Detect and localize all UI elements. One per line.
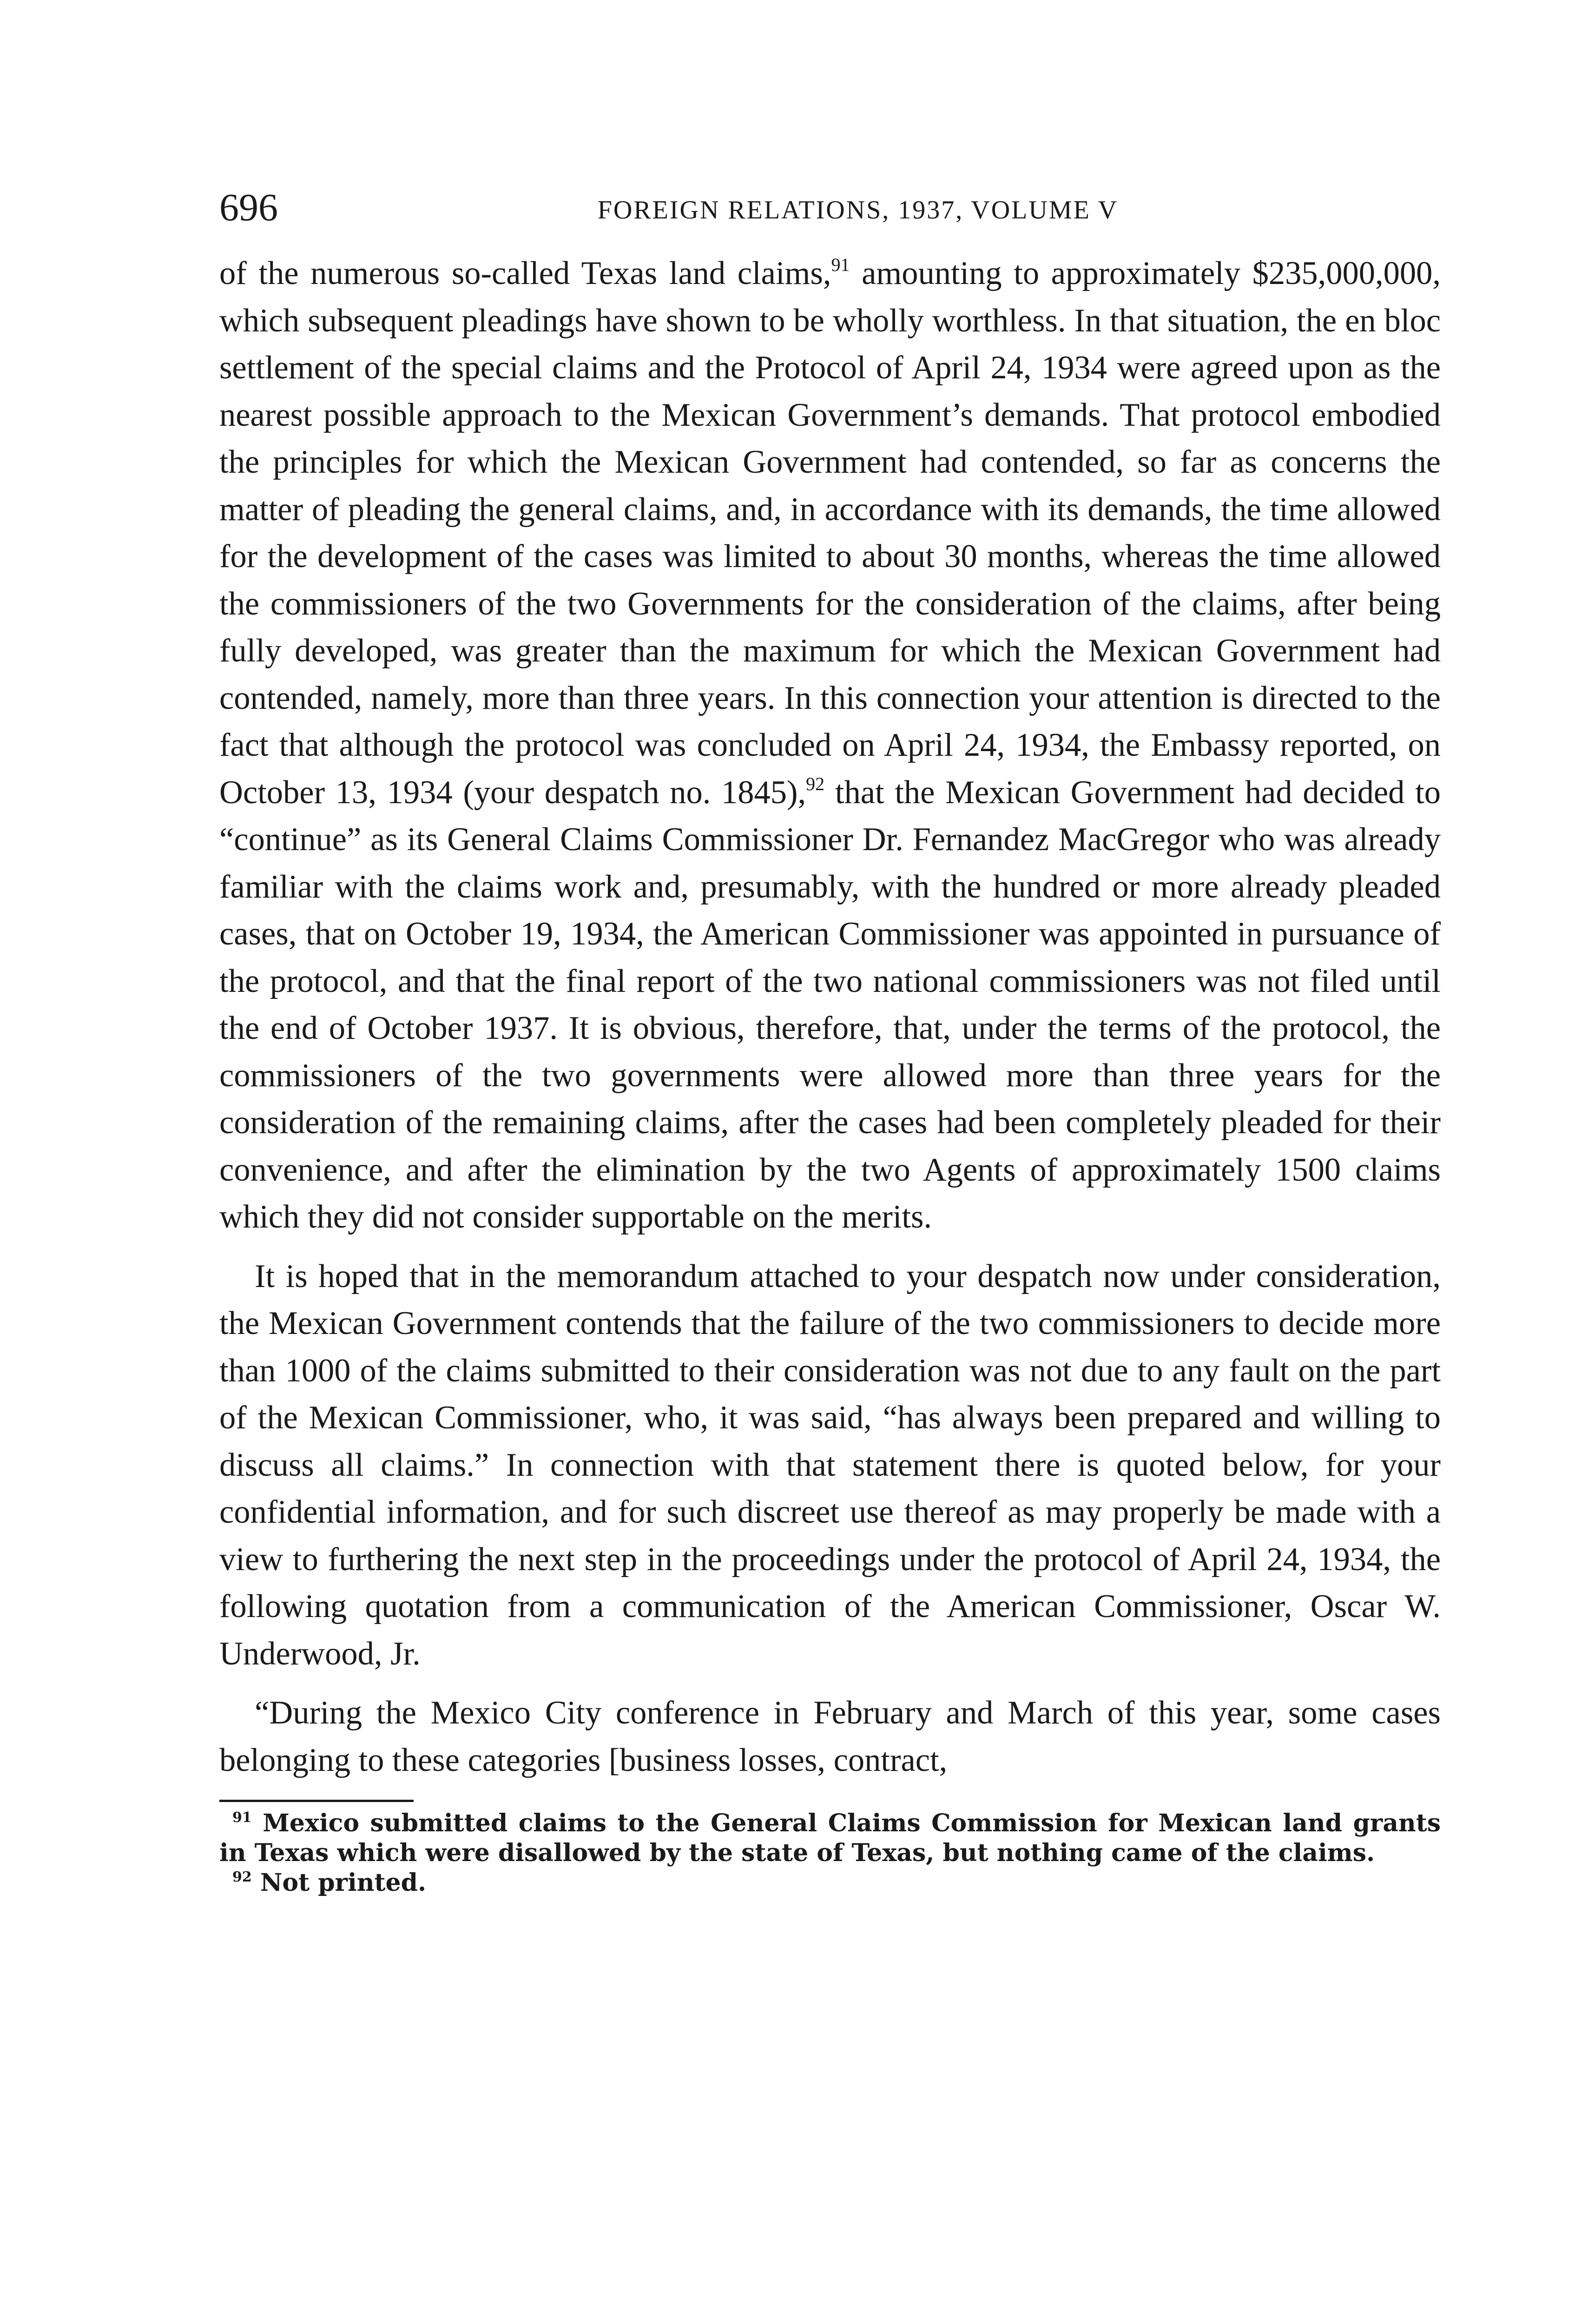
body-paragraph-2: It is hoped that in the memorandum attached to your despatch now under consideration, the Mexican Government contends that the failure of the two commissioners to decide more than 1000 of the claims submitted to their consideration was not due to any fault on the part of the Mexican Commissioner, who, it was said, “has always been prepared and willing to discuss all claims.” In connection with that statement there is quoted below, for your confidential information, and for such discreet use thereof as may properly be made with a view to furthering the next step in the proceedings under the protocol of April 24, 1934, the following quotation from a communication of the American Commissioner, Oscar W. Underwood, Jr. (219, 1258, 1441, 1672)
paragraph-1-text-a: of the numerous so-called Texas land claims, (219, 255, 831, 291)
running-title: FOREIGN RELATIONS, 1937, VOLUME V (597, 196, 1119, 224)
body-paragraph-3: “During the Mexico City conference in February and March of this year, some cases belonging to these categories [business losses, contract, (219, 1695, 1441, 1778)
document-page (219, 182, 1441, 1898)
footnote-reference-91: 91 (831, 254, 850, 275)
footnote-text: Not printed. (260, 1868, 427, 1897)
footnote-text: Mexico submitted claims to the General Claims Commission for Mexican land grants in Texas which were disallowed by the state of Texas, but nothing came of the claims. (219, 1809, 1441, 1867)
footnote-reference-92: 92 (806, 773, 825, 794)
footnote-divider (219, 1800, 414, 1802)
footnote-mark: 92 (232, 1869, 252, 1885)
page-header (219, 182, 1441, 233)
body-paragraph-1 (219, 250, 1441, 1241)
footnote-91 (219, 1809, 1441, 1868)
paragraph-1-text-c: that the Mexican Government had decided to “continue” as its General Claims Commissioner Dr. Fernandez MacGregor who was already familiar with the claims work and, presumably, with the hundred or more already pleaded cases, that on October 19, 1934, the American Commissioner was appointed in pursuance of the protocol, and that the final report of the two national commissioners was not filed until the end of October 1937. It is obvious, therefore, that, under the terms of the protocol, the commissioners of the two governments were allowed more than three years for the consideration of the remaining claims, after the cases had been completely pleaded for their convenience, and after the elimination by the two Agents of approximately 1500 claims which they did not consider supportable on the merits. (219, 774, 1441, 1235)
footnote-mark: 91 (232, 1809, 252, 1826)
paragraph-1-text-b: amounting to approximately $235,000,000, which subsequent pleadings have shown to be wholly worthless. In that situation, the en bloc settlement of the special claims and the Protocol of April 24, 1934 were agreed upon as the nearest possible approach to the Mexican Government’s demands. That protocol embodied the principles for which the Mexican Government had contended, so far as concerns the matter of pleading the general claims, and, in accordance with its demands, the time allowed for the development of the cases was limited to about 30 months, whereas the time allowed the commissioners of the two Governments for the consideration of the claims, after being fully developed, was greater than the maximum for which the Mexican Government had contended, namely, more than three years. In this connection your attention is directed to the fact that although the protocol was concluded on April 24, 1934, the Embassy reported, on October 13, 1934 (your despatch no. 1845), (219, 255, 1441, 811)
footnote-92 (219, 1868, 1441, 1898)
page-number: 696 (219, 186, 278, 229)
